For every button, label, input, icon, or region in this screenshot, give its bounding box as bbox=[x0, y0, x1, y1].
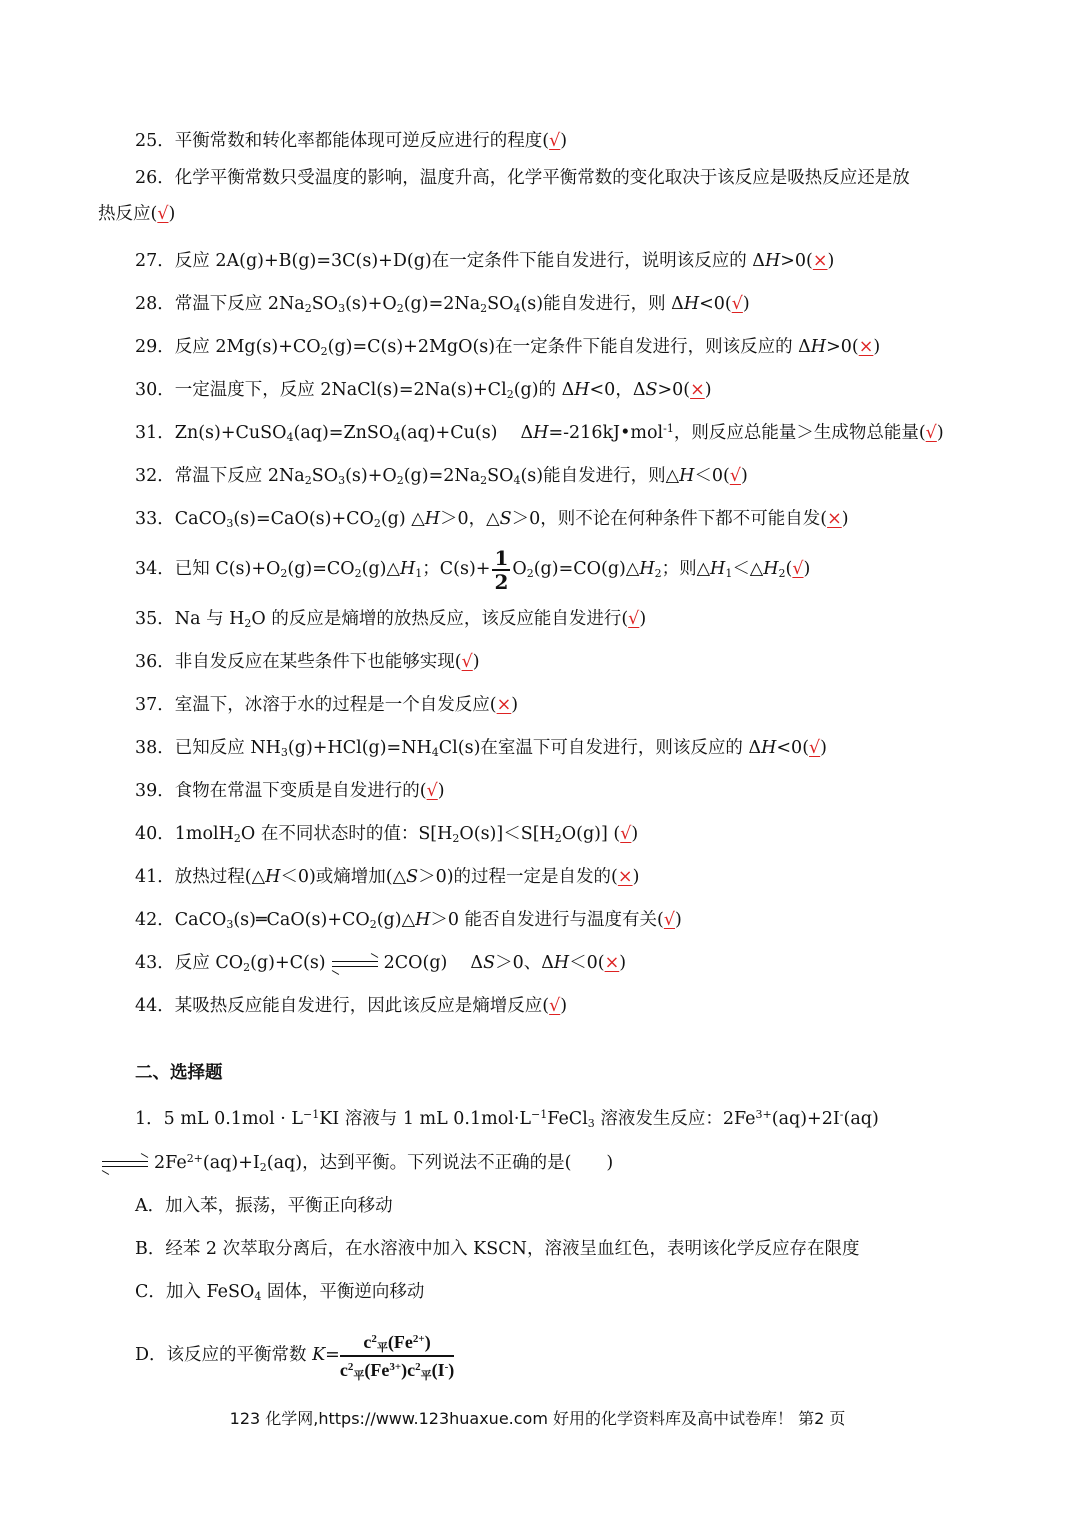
answer-mark: × bbox=[827, 509, 842, 529]
item-27: 27．反应 2A(g)+B(g)=3C(s)+D(g)在一定条件下能自发进行，说明该反应的 ΔH>0(×) bbox=[135, 251, 835, 271]
item-34: 34．已知 $C(s)+O_2(g)=CO_2(g)\triangle H_1$；C(s)+ $\frac{1}{2}$ $O_2(g)=CO(g)\triangle H_2$；则$\triangle H_1<\triangle H_2(√)$ bbox=[135, 545, 811, 594]
section-heading: 二、选择题 bbox=[135, 1063, 223, 1083]
answer-mark: × bbox=[496, 695, 512, 715]
item-35: 35．Na 与 $H_2O$ 的反应是熵增的放热反应，该反应能自发进行(√) bbox=[135, 609, 647, 630]
equilibrium-constant-fraction: $c^2_平(Fe^{2+})$ $c^2_平(Fe^{3+})c^2_平(I^-)$ bbox=[339, 1331, 455, 1382]
answer-mark: √ bbox=[809, 738, 821, 758]
item-40: 40．1molH$_2$O 在不同状态时的值：$S[H_2O(s)]<S[H_2O(g)]$ (√) bbox=[135, 824, 639, 845]
answer-mark: √ bbox=[792, 559, 804, 579]
answer-mark: √ bbox=[426, 781, 438, 801]
equilibrium-arrow-icon bbox=[102, 1159, 148, 1169]
item-36: 36．非自发反应在某些条件下也能够实现(√) bbox=[135, 652, 480, 672]
item-28: 28．常温下反应 $2Na_2SO_3(s)+O_2(g)=2Na_2SO_4(s)$能自发进行，则 ΔH<0(√) bbox=[135, 294, 750, 315]
answer-mark: × bbox=[858, 337, 874, 357]
fraction-one-half: $\frac{1}{2}$ bbox=[494, 545, 509, 594]
answer-mark: √ bbox=[549, 996, 561, 1016]
item-31: 31．Zn(s)+CuSO$_4$(aq)=ZnSO$_4$(aq)+Cu(s) ΔH=-216kJ•mol$^{-1}$，则反应总能量＞生成物总能量(√) bbox=[135, 422, 944, 444]
item-41: 41．放热过程(△H＜0)或熵增加(△S＞0)的过程一定是自发的(×) bbox=[135, 867, 640, 887]
mcq-1-stem: 1．5 mL $0.1mol \cdot L^{-1}KI$ 溶液与 1 mL $0.1mol\cdot L^{-1}FeCl_3$ 溶液发生反应：$2Fe^{3+}(aq)+2I^-(aq)$ bbox=[135, 1108, 879, 1130]
item-38: 38．已知反应 $NH_3(g)+HCl(g)=NH_4Cl(s)$在室温下可自发进行，则该反应的 ΔH<0(√) bbox=[135, 738, 827, 759]
item-37: 37．室温下，冰溶于水的过程是一个自发反应(×) bbox=[135, 695, 519, 715]
mcq-1-stem-cont: $2Fe^{2+}(aq)+I_2(aq)$，达到平衡。下列说法不正确的是( ) bbox=[102, 1151, 613, 1175]
answer-mark: √ bbox=[663, 910, 676, 930]
answer-mark: √ bbox=[628, 609, 640, 629]
answer-mark: √ bbox=[461, 652, 473, 672]
answer-mark: √ bbox=[549, 131, 561, 151]
answer-mark: × bbox=[604, 953, 620, 973]
item-25: 25．平衡常数和转化率都能体现可逆反应进行的程度(√) bbox=[135, 131, 568, 151]
answer-mark: √ bbox=[925, 423, 937, 443]
mcq-1-option-c: C．加入 FeSO$_4$ 固体，平衡逆向移动 bbox=[135, 1282, 425, 1303]
item-32: 32．常温下反应 $2Na_2SO_3(s)+O_2(g)=2Na_2SO_4(s)$能自发进行，则△H＜0(√) bbox=[135, 466, 748, 487]
answer-mark: √ bbox=[731, 294, 743, 314]
mcq-1-option-d: D．该反应的平衡常数 K= $c^2_平(Fe^{2+})$ $c^2_平(Fe^{3+})c^2_平(I^-)$ bbox=[135, 1331, 455, 1382]
item-29: 29．反应 $2Mg(s)+CO_2(g)=C(s)+2MgO(s)$在一定条件下能自发进行，则该反应的 ΔH>0(×) bbox=[135, 337, 881, 358]
item-26-cont: 热反应(√) bbox=[98, 204, 176, 224]
answer-mark: √ bbox=[729, 466, 741, 486]
item-26: 26．化学平衡常数只受温度的影响，温度升高，化学平衡常数的变化取决于该反应是吸热反应还是放 bbox=[135, 168, 910, 188]
mcq-1-option-a: A．加入苯，振荡，平衡正向移动 bbox=[135, 1196, 393, 1216]
page-footer: 123 化学网,https://www.123huaxue.com 好用的化学资料库及高中试卷库！ 第2 页 bbox=[229, 1409, 846, 1428]
equilibrium-arrow-icon bbox=[332, 959, 378, 969]
item-42: 42．$CaCO_3(s)═CaO(s)+CO_2(g)\triangle H>0$ 能否自发进行与温度有关(√) bbox=[135, 910, 682, 931]
answer-mark: × bbox=[617, 867, 633, 887]
item-33: 33．$CaCO_3(s)=CaO(s)+CO_2(g)$ △H＞0，△S＞0，则不论在何种条件下都不可能自发(×) bbox=[135, 509, 849, 530]
answer-mark: √ bbox=[157, 204, 169, 224]
item-43: 43．反应 $CO_2(g)+C(s)$ 2CO(g) ΔS＞0、ΔH＜0(×) bbox=[135, 953, 627, 974]
answer-mark: √ bbox=[620, 824, 632, 844]
item-39: 39．食物在常温下变质是自发进行的(√) bbox=[135, 781, 445, 801]
item-30: 30．一定温度下，反应 $2NaCl(s)=2Na(s)+Cl_2(g)$的 ΔH<0，ΔS>0(×) bbox=[135, 380, 712, 401]
answer-mark: × bbox=[690, 380, 705, 400]
mcq-1-option-b: B．经苯 2 次萃取分离后，在水溶液中加入 KSCN，溶液呈血红色，表明该化学反应存在限度 bbox=[135, 1239, 860, 1259]
item-44: 44．某吸热反应能自发进行，因此该反应是熵增反应(√) bbox=[135, 996, 568, 1016]
answer-mark: × bbox=[812, 251, 828, 271]
